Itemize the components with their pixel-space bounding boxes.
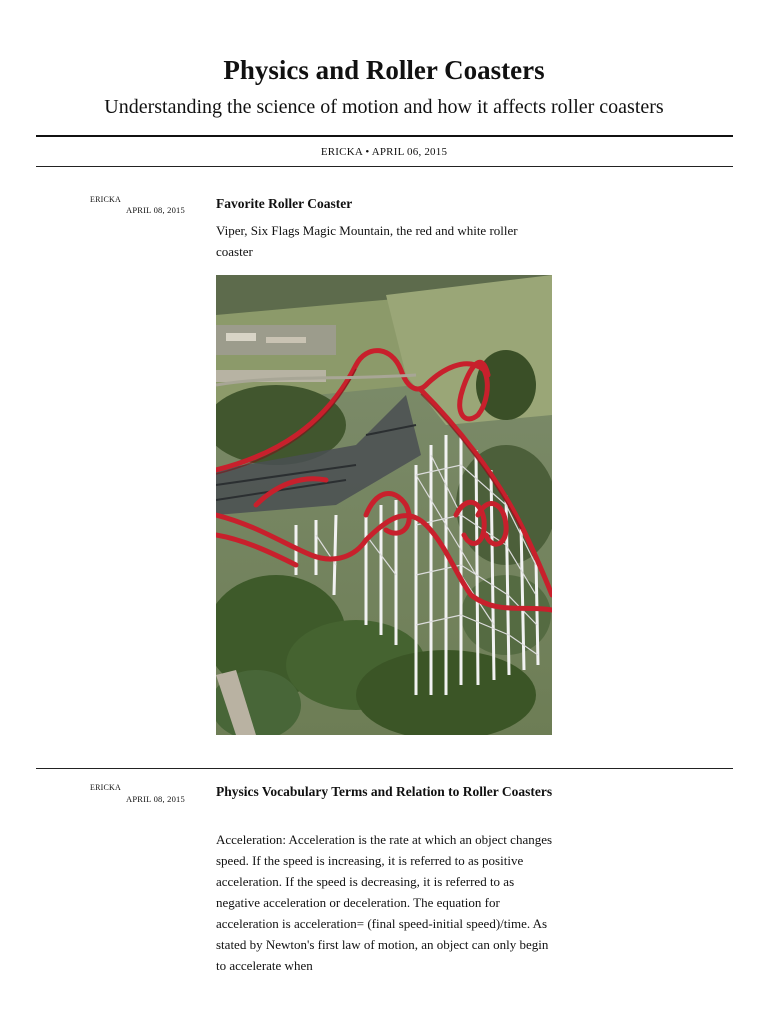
byline-divider (36, 166, 733, 167)
post-date: APRIL 08, 2015 (126, 205, 185, 215)
site-subtitle: Understanding the science of motion and how it affects roller coasters (104, 96, 664, 118)
site-title: Physics and Roller Coasters (223, 55, 545, 85)
post-date: APRIL 08, 2015 (126, 794, 185, 804)
byline: ERICKA • APRIL 06, 2015 (320, 146, 448, 158)
post-title[interactable]: Favorite Roller Coaster (216, 196, 353, 211)
post-body: Viper, Six Flags Magic Mountain, the red and white roller coaster (216, 223, 518, 259)
header-divider (36, 135, 733, 137)
post-author[interactable]: ERICKA (90, 783, 121, 792)
post-body: Acceleration: Acceleration is the rate at which an object changes speed. If the speed is increasing, it is referred to as positive acceleration. If the speed is decreasing, it is referred to as negative acceleration or deceleration. The equation for acceleration is acceleration= (final speed-initial speed)/time. As stated by Newton's first law of motion, an object can only begin to accelerate when (216, 832, 553, 973)
post-divider (36, 768, 733, 769)
roller-coaster-photo (216, 275, 552, 735)
post-author[interactable]: ERICKA (90, 195, 121, 204)
post-title[interactable]: Physics Vocabulary Terms and Relation to Roller Coasters (216, 784, 553, 799)
